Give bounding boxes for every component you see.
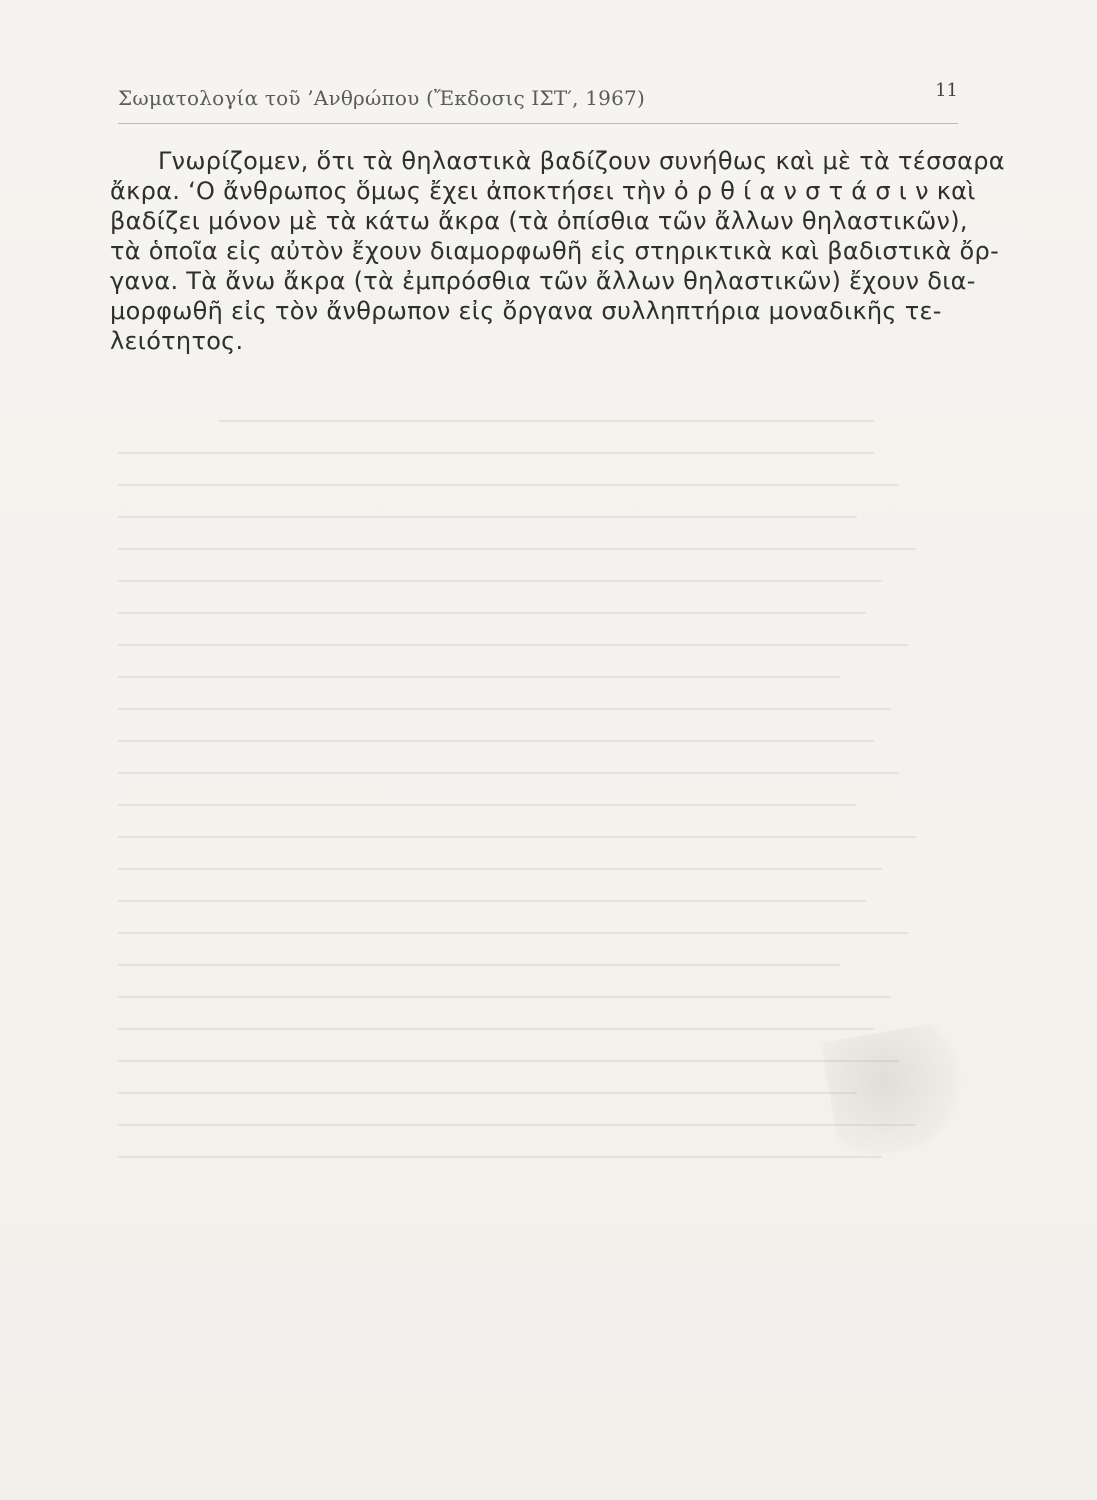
paragraph-line-6: μορφωθῆ εἰς τὸν ἄνθρωπον εἰς ὄργανα συλληπτήρια μοναδικῆς τε- (110, 297, 942, 325)
main-paragraph (110, 146, 1005, 356)
header-divider (118, 123, 958, 124)
paragraph-line-1: Γνωρίζομεν, ὅτι τὰ θηλαστικὰ βαδίζουν συνήθως καὶ μὲ τὰ τέσσαρα (158, 147, 1005, 175)
paragraph-line-5: γανα. Τὰ ἄνω ἄκρα (τὰ ἐμπρόσθια τῶν ἄλλων θηλαστικῶν) ἔχουν δια- (110, 267, 976, 295)
paragraph-line-2: ἄκρα. ‘Ο ἄνθρωπος ὅμως ἔχει ἀποκτήσει τὴν ὀ ρ θ ί α ν σ τ ά σ ι ν καὶ (110, 177, 976, 205)
paragraph-line-4: τὰ ὁποῖα εἰς αὐτὸν ἔχουν διαμορφωθῆ εἰς στηρικτικὰ καὶ βαδιστικὰ ὄρ- (110, 237, 1000, 265)
paragraph-line-3: βαδίζει μόνον μὲ τὰ κάτω ἄκρα (τὰ ὀπίσθια τῶν ἄλλων θηλαστικῶν), (110, 207, 968, 235)
page-number: 11 (935, 80, 958, 101)
page-header (118, 78, 958, 118)
paragraph-line-7: λειότητος. (110, 327, 244, 355)
show-through-background (118, 420, 958, 1280)
show-through-illustration (821, 1019, 980, 1161)
book-title-running-head: Σωματολογία τοῦ ’Ανθρώπου (Ἔκδοσις ΙΣΤ′, 1967) (118, 86, 645, 110)
